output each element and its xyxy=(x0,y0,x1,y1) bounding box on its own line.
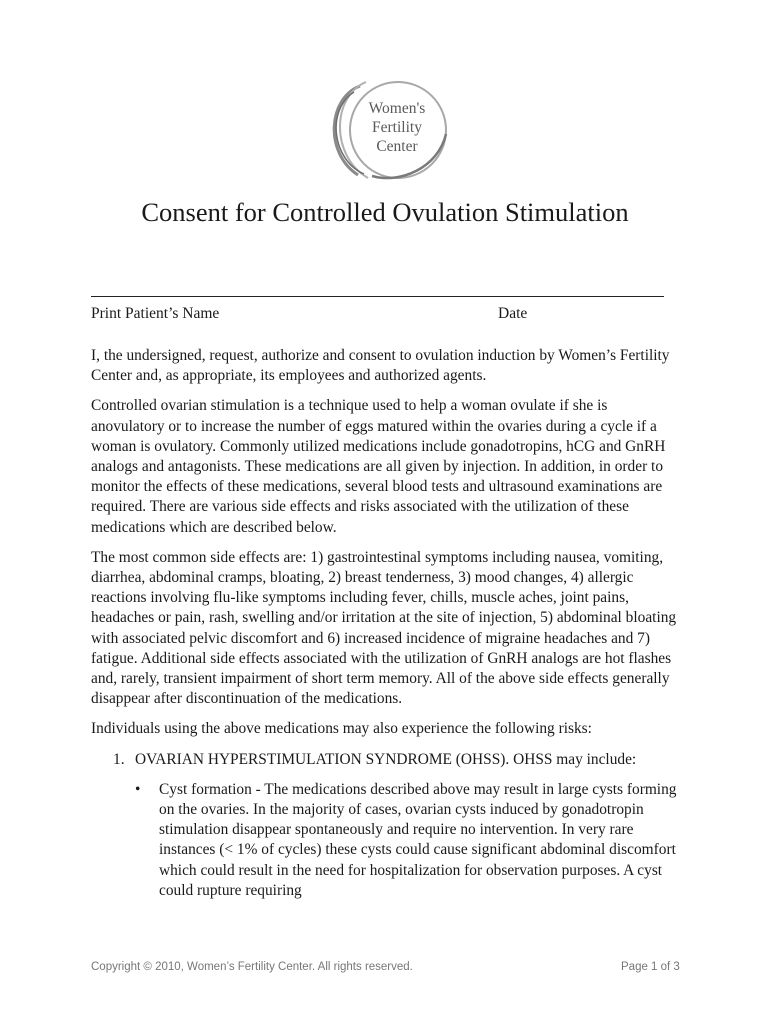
signature-line[interactable] xyxy=(91,296,664,297)
footer-page-number: Page 1 of 3 xyxy=(621,961,680,973)
paragraph-risks-intro: Individuals using the above medications may also experience the following risks: xyxy=(91,720,592,738)
paragraph-side-effects: The most common side effects are: 1) gastrointestinal symptoms including nausea, vomiting, diarrhea, abdominal cramps, bloating, 2) breast tenderness, 3) mood changes, 4) allergic reactions involving flu-like symptoms including fever, chills, muscle aches, joint pains, headaches or pain, rash, swelling and/or irritation at the site of injection, 5) abdominal bloating with associated pelvic discomfort and 6) increased incidence of migraine headaches and 7) fatigue. Additional side effects associated with the utilization of GnRH analogs are hot flashes and, rarely, transient impairment of short term memory. All of the above side effects generally disappear after discontinuation of the medications. xyxy=(91,548,677,708)
footer-copyright: Copyright © 2010, Women’s Fertility Center. All rights reserved. xyxy=(91,961,413,973)
logo-line-2: Fertility xyxy=(372,119,422,136)
logo-line-1: Women's xyxy=(368,100,426,117)
paragraph-authorization: I, the undersigned, request, authorize and consent to ovulation induction by Women’s Fertility Center and, as appropriate, its employees and authorized agents. xyxy=(91,347,670,385)
logo-line-3: Center xyxy=(376,138,418,155)
bullet-icon: • xyxy=(135,780,141,798)
consent-body xyxy=(91,346,683,901)
page-title: Consent for Controlled Ovulation Stimulation xyxy=(141,197,629,227)
patient-name-label: Print Patient’s Name xyxy=(91,305,220,322)
date-label: Date xyxy=(498,305,528,322)
logo-text xyxy=(352,99,442,156)
risk-number: 1. xyxy=(113,750,125,768)
paragraph-stimulation: Controlled ovarian stimulation is a technique used to help a woman ovulate if she is anovulatory or to increase the number of eggs matured within the ovaries during a cycle if a woman is ovulatory. Commonly utilized medications include gonadotropins, hCG and GnRH analogs and antagonists. These medications are all given by injection. In addition, in order to monitor the effects of these medications, several blood tests and ultrasound examinations are required. There are various side effects and risks associated with the utilization of these medications which are described below. xyxy=(91,397,666,536)
risk-bullet xyxy=(135,780,683,901)
risk-heading: OVARIAN HYPERSTIMULATION SYNDROME (OHSS). OHSS may include: xyxy=(135,750,637,768)
risk-bullet-text: Cyst formation - The medications described above may result in large cysts forming on the ovaries. In the majority of cases, ovarian cysts induced by gonadotropin stimulation disappear spontaneously and require no intervention. In very rare instances (< 1% of cycles) these cysts could cause significant abdominal discomfort which could result in the need for hospitalization for observation purposes. A cyst could rupture requiring xyxy=(159,780,677,899)
risk-item xyxy=(91,750,683,770)
